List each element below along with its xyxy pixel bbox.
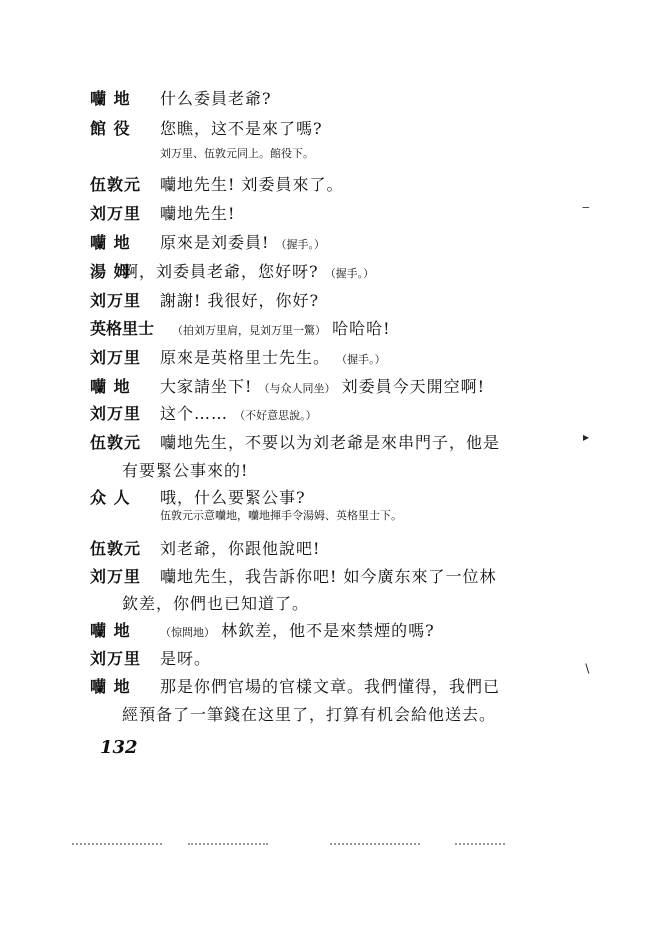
speech-continuation: 欽差，你們也已知道了。 — [122, 594, 310, 613]
speaker: 囒 地 — [90, 89, 131, 108]
speaker: 刘万里 — [90, 567, 142, 586]
speech: 那是你們官場的官樣文章。我們懂得，我們已 — [160, 677, 501, 696]
inline-direction: （握手。） — [275, 238, 326, 251]
speech-text: 原來是英格里士先生。 — [160, 348, 331, 367]
speech: 囒地先生，我告訴你吧! 如今廣东來了一位林 — [160, 567, 497, 586]
speaker: 众 人 — [90, 488, 131, 507]
speaker: 囒 地 — [90, 677, 131, 696]
speech: 您瞧，这不是來了嗎? — [160, 119, 323, 138]
speech-continuation: 有要緊公事來的! — [122, 461, 249, 480]
speaker: 囒 地 — [90, 621, 131, 640]
speech: 囒地先生! 刘委員來了。 — [160, 175, 344, 194]
inline-direction: （惊問地） — [160, 626, 215, 639]
speech-text: 原來是刘委員! — [160, 233, 270, 252]
speech-text: 大家請坐下! — [160, 377, 253, 396]
speech-text: 林欽差，他不是來禁煙的嗎? — [221, 621, 435, 640]
speech: 哦，什么要緊公事? — [160, 488, 306, 507]
speaker: 刘万里 — [90, 291, 142, 310]
speech — [160, 618, 435, 641]
scan-mark: ▸ — [583, 430, 590, 444]
speaker: 刘万里 — [90, 348, 142, 367]
stage-direction: 伍敦元示意囒地，囒地揮手令湯姆、英格里士下。 — [160, 509, 402, 522]
speech: 刘老爺，你跟他說吧! — [160, 539, 321, 558]
speech-continuation: 經預备了一筆錢在这里了，打算有机会給他送去。 — [122, 705, 497, 724]
speaker: 館 役 — [90, 119, 131, 138]
scan-dots — [72, 843, 162, 848]
inline-direction: （与众人同坐） — [258, 382, 336, 395]
speech — [122, 259, 374, 282]
speech — [172, 316, 391, 339]
page-number: 132 — [100, 737, 138, 758]
scan-mark: ∖ — [583, 662, 591, 676]
speech: 是呀。 — [160, 649, 212, 668]
speech-text: 哈哈哈! — [332, 319, 391, 338]
scan-dots — [188, 843, 268, 848]
scan-dots — [330, 843, 420, 848]
speech-text: 这个…… — [160, 404, 229, 423]
speaker: 囒 地 — [90, 377, 131, 396]
speech — [160, 401, 317, 424]
speech: 什么委員老爺? — [160, 89, 272, 108]
inline-direction: （握手。） — [336, 353, 386, 366]
stage-direction: 刘万里、伍敦元同上。館役下。 — [160, 147, 314, 160]
speaker: 伍敦元 — [90, 175, 142, 194]
speech: 囒地先生，不要以为刘老爺是來串門子，他是 — [160, 433, 501, 452]
speaker: 英格里士 — [90, 319, 155, 338]
speaker: 伍敦元 — [90, 539, 142, 558]
speech — [160, 345, 386, 368]
speaker: 刘万里 — [90, 404, 142, 423]
speech — [160, 230, 325, 253]
speaker: 囒 地 — [90, 233, 131, 252]
speech: 囒地先生! — [160, 204, 236, 223]
scan-mark: ‒ — [582, 200, 590, 214]
inline-direction: （拍刘万里肩，見刘万里一驚） — [172, 324, 326, 337]
inline-direction: （握手。） — [324, 267, 375, 280]
speaker: 刘万里 — [90, 649, 142, 668]
speaker: 刘万里 — [90, 204, 142, 223]
speech-text: 啊，刘委員老爺，您好呀? — [122, 262, 319, 281]
speech: 謝謝! 我很好，你好? — [160, 291, 320, 310]
speaker: 湯 姆 — [90, 262, 131, 281]
speech — [160, 374, 485, 397]
speech-text: 刘委員今天開空啊! — [341, 377, 486, 396]
inline-direction: （不好意思說。） — [234, 409, 317, 422]
scan-dots — [455, 843, 505, 848]
speaker: 伍敦元 — [90, 433, 142, 452]
